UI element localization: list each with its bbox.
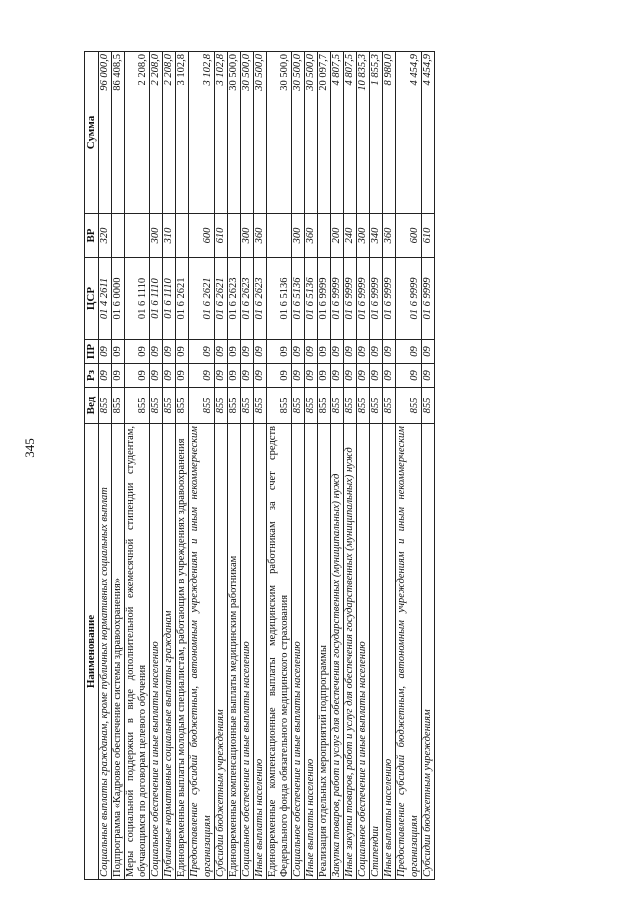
- table-row: [291, 52, 304, 880]
- page-number: 345: [21, 438, 37, 458]
- table-row: [99, 52, 112, 880]
- csr-cell: 01 6 5136: [291, 258, 304, 340]
- csr-cell: 01 4 2611: [99, 258, 112, 340]
- name-cell: Стипендии: [370, 424, 383, 880]
- pr-cell: 09: [318, 340, 331, 364]
- table-row: [125, 52, 150, 880]
- sum-cell: 10 835,3: [357, 52, 370, 214]
- rz-cell: 09: [240, 364, 253, 388]
- csr-cell: 01 6 2621: [176, 258, 189, 340]
- vr-cell: 340: [370, 214, 383, 258]
- ved-cell: 855: [150, 388, 163, 424]
- vr-cell: 600: [189, 214, 214, 258]
- table-row: [163, 52, 176, 880]
- name-cell: Предоставление субсидий бюджетным, автономным учреждениям и иным некоммерческим организациям: [189, 424, 214, 880]
- rz-cell: 09: [112, 364, 125, 388]
- csr-cell: 01 6 2621: [214, 258, 227, 340]
- pr-cell: 09: [214, 340, 227, 364]
- pr-cell: 09: [396, 340, 421, 364]
- ved-cell: 855: [176, 388, 189, 424]
- rz-cell: 09: [189, 364, 214, 388]
- pr-cell: 09: [125, 340, 150, 364]
- header-ved: Вед: [85, 388, 99, 424]
- vr-cell: 300: [291, 214, 304, 258]
- name-cell: Иные закупки товаров, работ и услуг для обеспечения государственных (муниципальных) нужд: [344, 424, 357, 880]
- csr-cell: 01 6 1110: [150, 258, 163, 340]
- sum-cell: 3 102,8: [214, 52, 227, 214]
- ved-cell: 855: [214, 388, 227, 424]
- csr-cell: 01 6 9999: [331, 258, 344, 340]
- name-cell: Субсидии бюджетным учреждениям: [421, 424, 434, 880]
- name-cell: Социальное обеспечение и иные выплаты населению: [150, 424, 163, 880]
- rz-cell: 09: [421, 364, 434, 388]
- name-cell: Публичные нормативные социальные выплаты гражданам: [163, 424, 176, 880]
- table-row: [305, 52, 318, 880]
- csr-cell: 01 6 2621: [189, 258, 214, 340]
- name-cell: Социальные выплаты гражданам, кроме публичных нормативных социальных выплат: [99, 424, 112, 880]
- rz-cell: 09: [150, 364, 163, 388]
- rotated-table-container: [84, 52, 548, 880]
- table-row: [344, 52, 357, 880]
- csr-cell: 01 6 5136: [305, 258, 318, 340]
- table-row: [240, 52, 253, 880]
- pr-cell: 09: [189, 340, 214, 364]
- table-row: [383, 52, 396, 880]
- table-row: [112, 52, 125, 880]
- budget-table: [84, 51, 435, 880]
- pr-cell: 09: [266, 340, 291, 364]
- sum-cell: 2 208,0: [125, 52, 150, 214]
- pr-cell: 09: [253, 340, 266, 364]
- vr-cell: 240: [344, 214, 357, 258]
- rz-cell: 09: [291, 364, 304, 388]
- ved-cell: 855: [331, 388, 344, 424]
- sum-cell: 2 208,0: [163, 52, 176, 214]
- table-row: [396, 52, 421, 880]
- header-csr: ЦСР: [85, 258, 99, 340]
- sum-cell: 96 000,0: [99, 52, 112, 214]
- table-row: [421, 52, 434, 880]
- sum-cell: 30 500,0: [305, 52, 318, 214]
- rz-cell: 09: [214, 364, 227, 388]
- rz-cell: 09: [318, 364, 331, 388]
- sum-cell: 4 454,9: [421, 52, 434, 214]
- table-row: [214, 52, 227, 880]
- vr-cell: [176, 214, 189, 258]
- table-row: [331, 52, 344, 880]
- sum-cell: 2 208,0: [150, 52, 163, 214]
- csr-cell: 01 6 9999: [357, 258, 370, 340]
- header-pr: ПР: [85, 340, 99, 364]
- vr-cell: 600: [396, 214, 421, 258]
- sum-cell: 1 855,3: [370, 52, 383, 214]
- sum-cell: 3 102,8: [189, 52, 214, 214]
- csr-cell: 01 6 1110: [163, 258, 176, 340]
- csr-cell: 01 6 2623: [253, 258, 266, 340]
- rz-cell: 09: [125, 364, 150, 388]
- vr-cell: 200: [331, 214, 344, 258]
- header-rz: Рз: [85, 364, 99, 388]
- rz-cell: 09: [396, 364, 421, 388]
- ved-cell: 855: [125, 388, 150, 424]
- ved-cell: 855: [383, 388, 396, 424]
- csr-cell: 01 6 9999: [396, 258, 421, 340]
- ved-cell: 855: [344, 388, 357, 424]
- sum-cell: 30 500,0: [240, 52, 253, 214]
- pr-cell: 09: [383, 340, 396, 364]
- ved-cell: 855: [318, 388, 331, 424]
- vr-cell: 300: [150, 214, 163, 258]
- vr-cell: 300: [357, 214, 370, 258]
- name-cell: Единовременные компенсационные выплаты медицинским работникам: [227, 424, 240, 880]
- csr-cell: 01 6 9999: [318, 258, 331, 340]
- ved-cell: 855: [253, 388, 266, 424]
- pr-cell: 09: [227, 340, 240, 364]
- vr-cell: 610: [421, 214, 434, 258]
- name-cell: Единовременные компенсационные выплаты медицинским работникам за счет средств Федерального фонда обязательного медицинского страхования: [266, 424, 291, 880]
- pr-cell: 09: [176, 340, 189, 364]
- table-row: [150, 52, 163, 880]
- pr-cell: 09: [305, 340, 318, 364]
- ved-cell: 855: [291, 388, 304, 424]
- pr-cell: 09: [240, 340, 253, 364]
- sum-cell: 4 807,5: [331, 52, 344, 214]
- ved-cell: 855: [227, 388, 240, 424]
- sum-cell: 20 097,7: [318, 52, 331, 214]
- vr-cell: 610: [214, 214, 227, 258]
- sum-cell: 30 500,0: [227, 52, 240, 214]
- name-cell: Социальное обеспечение и иные выплаты населению: [240, 424, 253, 880]
- pr-cell: 09: [112, 340, 125, 364]
- csr-cell: 01 6 2623: [240, 258, 253, 340]
- pr-cell: 09: [421, 340, 434, 364]
- header-vr: ВР: [85, 214, 99, 258]
- pr-cell: 09: [150, 340, 163, 364]
- header-name: Наименование: [85, 424, 99, 880]
- name-cell: Меры социальной поддержки в виде дополнительной ежемесячной стипендии студентам, обучающимся по договорам целевого обучения: [125, 424, 150, 880]
- ved-cell: 855: [305, 388, 318, 424]
- vr-cell: 360: [253, 214, 266, 258]
- sum-cell: 30 500,0: [291, 52, 304, 214]
- table-row: [227, 52, 240, 880]
- csr-cell: 01 6 9999: [344, 258, 357, 340]
- csr-cell: 01 6 0000: [112, 258, 125, 340]
- rz-cell: 09: [227, 364, 240, 388]
- rz-cell: 09: [305, 364, 318, 388]
- rz-cell: 09: [331, 364, 344, 388]
- csr-cell: 01 6 9999: [370, 258, 383, 340]
- csr-cell: 01 6 2623: [227, 258, 240, 340]
- ved-cell: 855: [99, 388, 112, 424]
- ved-cell: 855: [396, 388, 421, 424]
- pr-cell: 09: [370, 340, 383, 364]
- pr-cell: 09: [357, 340, 370, 364]
- csr-cell: 01 6 9999: [383, 258, 396, 340]
- name-cell: Иные выплаты населению: [383, 424, 396, 880]
- vr-cell: [318, 214, 331, 258]
- sum-cell: 86 408,5: [112, 52, 125, 214]
- name-cell: Субсидии бюджетным учреждениям: [214, 424, 227, 880]
- name-cell: Закупка товаров, работ и услуг для обеспечения государственных (муниципальных) нужд: [331, 424, 344, 880]
- table-row: [370, 52, 383, 880]
- pr-cell: 09: [344, 340, 357, 364]
- table-row: [253, 52, 266, 880]
- rz-cell: 09: [163, 364, 176, 388]
- name-cell: Единовременные выплаты молодым специалистам, работающим в учреждениях здравоохранения: [176, 424, 189, 880]
- ved-cell: 855: [266, 388, 291, 424]
- pr-cell: 09: [163, 340, 176, 364]
- rz-cell: 09: [99, 364, 112, 388]
- rz-cell: 09: [370, 364, 383, 388]
- name-cell: Реализация отдельных мероприятий подпрограммы: [318, 424, 331, 880]
- rz-cell: 09: [176, 364, 189, 388]
- ved-cell: 855: [163, 388, 176, 424]
- sum-cell: 30 500,0: [253, 52, 266, 214]
- rz-cell: 09: [357, 364, 370, 388]
- name-cell: Иные выплаты населению: [305, 424, 318, 880]
- vr-cell: 360: [305, 214, 318, 258]
- table-header-row: [85, 52, 99, 880]
- ved-cell: 855: [240, 388, 253, 424]
- vr-cell: [125, 214, 150, 258]
- name-cell: Социальное обеспечение и иные выплаты населению: [357, 424, 370, 880]
- table-row: [266, 52, 291, 880]
- vr-cell: 310: [163, 214, 176, 258]
- pr-cell: 09: [331, 340, 344, 364]
- rz-cell: 09: [383, 364, 396, 388]
- vr-cell: [227, 214, 240, 258]
- name-cell: Подпрограмма «Кадровое обеспечение системы здравоохранения»: [112, 424, 125, 880]
- pr-cell: 09: [291, 340, 304, 364]
- rz-cell: 09: [266, 364, 291, 388]
- rz-cell: 09: [253, 364, 266, 388]
- name-cell: Иные выплаты населению: [253, 424, 266, 880]
- name-cell: Предоставление субсидий бюджетным, автономным учреждениям и иным некоммерческим организациям: [396, 424, 421, 880]
- sum-cell: 8 980,0: [383, 52, 396, 214]
- table-row: [176, 52, 189, 880]
- header-sum: Сумма: [85, 52, 99, 214]
- vr-cell: [266, 214, 291, 258]
- vr-cell: [112, 214, 125, 258]
- sum-cell: 4 807,5: [344, 52, 357, 214]
- sum-cell: 3 102,8: [176, 52, 189, 214]
- table-row: [357, 52, 370, 880]
- csr-cell: 01 6 1110: [125, 258, 150, 340]
- name-cell: Социальное обеспечение и иные выплаты населению: [291, 424, 304, 880]
- csr-cell: 01 6 5136: [266, 258, 291, 340]
- ved-cell: 855: [112, 388, 125, 424]
- pr-cell: 09: [99, 340, 112, 364]
- vr-cell: 320: [99, 214, 112, 258]
- vr-cell: 360: [383, 214, 396, 258]
- vr-cell: 300: [240, 214, 253, 258]
- ved-cell: 855: [189, 388, 214, 424]
- sum-cell: 30 500,0: [266, 52, 291, 214]
- rz-cell: 09: [344, 364, 357, 388]
- ved-cell: 855: [357, 388, 370, 424]
- ved-cell: 855: [421, 388, 434, 424]
- table-row: [189, 52, 214, 880]
- ved-cell: 855: [370, 388, 383, 424]
- table-row: [318, 52, 331, 880]
- csr-cell: 01 6 9999: [421, 258, 434, 340]
- sum-cell: 4 454,9: [396, 52, 421, 214]
